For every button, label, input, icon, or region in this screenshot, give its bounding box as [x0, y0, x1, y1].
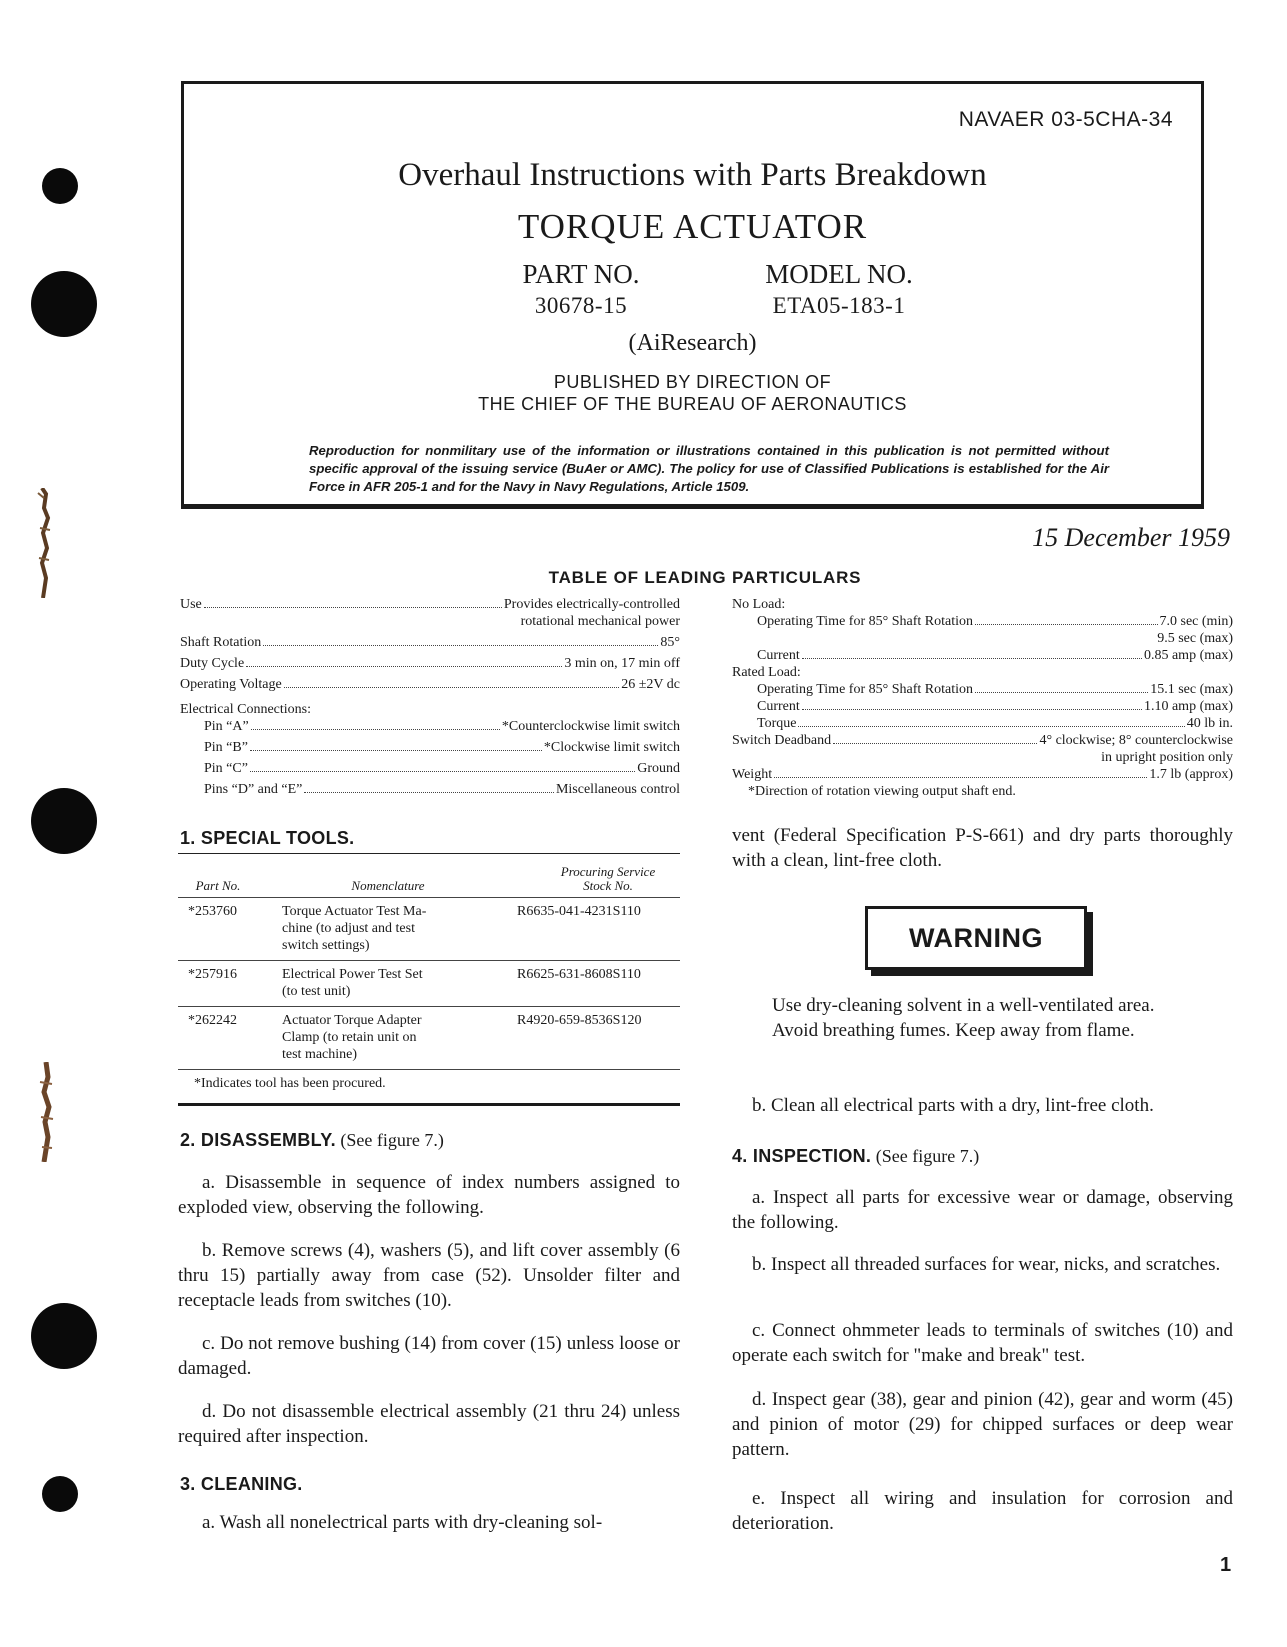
- cleaning-step-a: a. Wash all nonelectrical parts with dry-cleaning sol-: [202, 1512, 603, 1533]
- column-header: Procuring Service: [560, 864, 656, 879]
- part-number-label: PART NO.: [522, 259, 640, 289]
- special-tools-heading: 1. SPECIAL TOOLS.: [180, 828, 355, 848]
- manufacturer: (AiResearch): [628, 330, 757, 356]
- cleaning-step-b: b. Clean all electrical parts with a dry, lint-free cloth.: [752, 1095, 1154, 1116]
- page-number: 1: [1220, 1554, 1232, 1576]
- table-cell: (to test unit): [282, 984, 351, 999]
- disassembly-step-c: c. Do not remove bushing (14) from cover (15) unless loose or damaged.: [178, 1333, 680, 1379]
- paper-stain: [32, 1062, 62, 1162]
- table-cell: R6635-041-4231S110: [517, 904, 641, 919]
- publication-date: 15 December 1959: [1032, 523, 1230, 552]
- cleaning-step-a-continued: vent (Federal Specification P-S-661) and dry parts thoroughly with a clean, lint-free cloth.: [732, 825, 1233, 871]
- particular-row: Operating Time for 85° Shaft Rotation 7.0 sec (min): [757, 614, 1233, 629]
- warning-text: Use dry-cleaning solvent in a well-ventilated area. Avoid breathing fumes. Keep away from flame.: [772, 995, 1155, 1041]
- table-cell: test machine): [282, 1047, 358, 1062]
- particular-row: Torque 40 lb in.: [757, 716, 1233, 731]
- table-cell: Torque Actuator Test Ma-: [282, 904, 427, 919]
- table-cell: Clamp (to retain unit on: [282, 1030, 417, 1045]
- binder-hole: [42, 168, 78, 204]
- binder-hole: [31, 271, 97, 337]
- table-cell: Electrical Power Test Set: [282, 967, 423, 982]
- inspection-step-c: c. Connect ohmmeter leads to terminals of switches (10) and operate each switch for "make and break" test.: [732, 1320, 1233, 1366]
- disassembly-step-a: a. Disassemble in sequence of index numbers assigned to exploded view, observing the following.: [178, 1172, 680, 1218]
- table-cell: R6625-631-8608S110: [517, 967, 641, 982]
- particular-row: Current 0.85 amp (max): [757, 648, 1233, 663]
- binder-hole: [42, 1476, 78, 1512]
- inspection-heading: 4. INSPECTION. (See figure 7.): [732, 1146, 980, 1166]
- particular-row: Pin “B” *Clockwise limit switch: [204, 740, 680, 755]
- particular-row: Shaft Rotation 85°: [180, 635, 680, 650]
- binder-hole: [31, 788, 97, 854]
- inspection-step-b: b. Inspect all threaded surfaces for wear, nicks, and scratches.: [752, 1254, 1221, 1275]
- particular-row: Duty Cycle 3 min on, 17 min off: [180, 656, 680, 671]
- table-cell: *262242: [188, 1013, 237, 1028]
- table-cell: Actuator Torque Adapter: [282, 1013, 422, 1028]
- inspection-step-e: e. Inspect all wiring and insulation for corrosion and deterioration.: [732, 1488, 1233, 1534]
- table-cell: R4920-659-8536S120: [517, 1013, 642, 1028]
- table-cell: *257916: [188, 967, 237, 982]
- part-number-value: 30678-15: [534, 293, 628, 318]
- particular-row: Use Provides electrically-controlled: [180, 597, 680, 612]
- table-cell: switch settings): [282, 938, 370, 953]
- tools-footnote: *Indicates tool has been procured.: [194, 1076, 386, 1091]
- document-title: Overhaul Instructions with Parts Breakdown: [398, 157, 987, 193]
- particular-row: Operating Voltage 26 ±2V dc: [180, 677, 680, 692]
- reproduction-notice: Reproduction for nonmilitary use of the information or illustrations contained in this publication is not permitted without specific approval of the issuing service (BuAer or AMC). The policy for use of Classified Publications is established for the Air Force in AFR 205-1 and for the Navy in Navy Regulations, Article 1509.: [309, 443, 1109, 494]
- model-number-label: MODEL NO.: [765, 259, 913, 289]
- leading-particulars-heading: TABLE OF LEADING PARTICULARS: [548, 568, 862, 587]
- disassembly-step-d: d. Do not disassemble electrical assembly (21 thru 24) unless required after inspection.: [178, 1401, 680, 1447]
- particular-row: Current 1.10 amp (max): [757, 699, 1233, 714]
- column-header: Stock No.: [583, 878, 633, 893]
- table-cell: *253760: [188, 904, 237, 919]
- particular-row: Pin “C” Ground: [204, 761, 680, 776]
- binder-hole: [31, 1303, 97, 1369]
- column-header: Part No.: [195, 878, 241, 893]
- disassembly-step-b: b. Remove screws (4), washers (5), and lift cover assembly (6 thru 15) partially away from case (52). Unsolder filter and receptacle leads from switches (10).: [178, 1240, 680, 1311]
- particular-row: Switch Deadband 4° clockwise; 8° counterclockwise: [732, 733, 1233, 748]
- particular-row: Pin “A” *Counterclockwise limit switch: [204, 719, 680, 734]
- title-block: [181, 81, 1204, 509]
- disassembly-heading: 2. DISASSEMBLY. (See figure 7.): [180, 1130, 444, 1150]
- inspection-step-d: d. Inspect gear (38), gear and pinion (42), gear and worm (45) and pinion of motor (29) for chipped surfaces or deep wear pattern.: [732, 1389, 1233, 1460]
- published-by-line2: THE CHIEF OF THE BUREAU OF AERONAUTICS: [478, 394, 907, 414]
- particular-row: Operating Time for 85° Shaft Rotation 15.1 sec (max): [757, 682, 1233, 697]
- document-number: NAVAER 03-5CHA-34: [958, 108, 1173, 131]
- rotation-footnote: *Direction of rotation viewing output shaft end.: [748, 784, 1016, 799]
- published-by-line1: PUBLISHED BY DIRECTION OF: [553, 372, 832, 392]
- model-number-value: ETA05-183-1: [772, 293, 906, 318]
- particular-row: Weight 1.7 lb (approx): [732, 767, 1233, 782]
- particular-row: Pins “D” and “E” Miscellaneous control: [204, 782, 680, 797]
- table-cell: chine (to adjust and test: [282, 921, 415, 936]
- cleaning-heading: 3. CLEANING.: [180, 1474, 303, 1494]
- inspection-step-a: a. Inspect all parts for excessive wear or damage, observing the following.: [732, 1187, 1233, 1233]
- equipment-title: TORQUE ACTUATOR: [517, 207, 868, 246]
- warning-box: WARNING: [865, 906, 1087, 970]
- column-header: Nomenclature: [351, 878, 425, 893]
